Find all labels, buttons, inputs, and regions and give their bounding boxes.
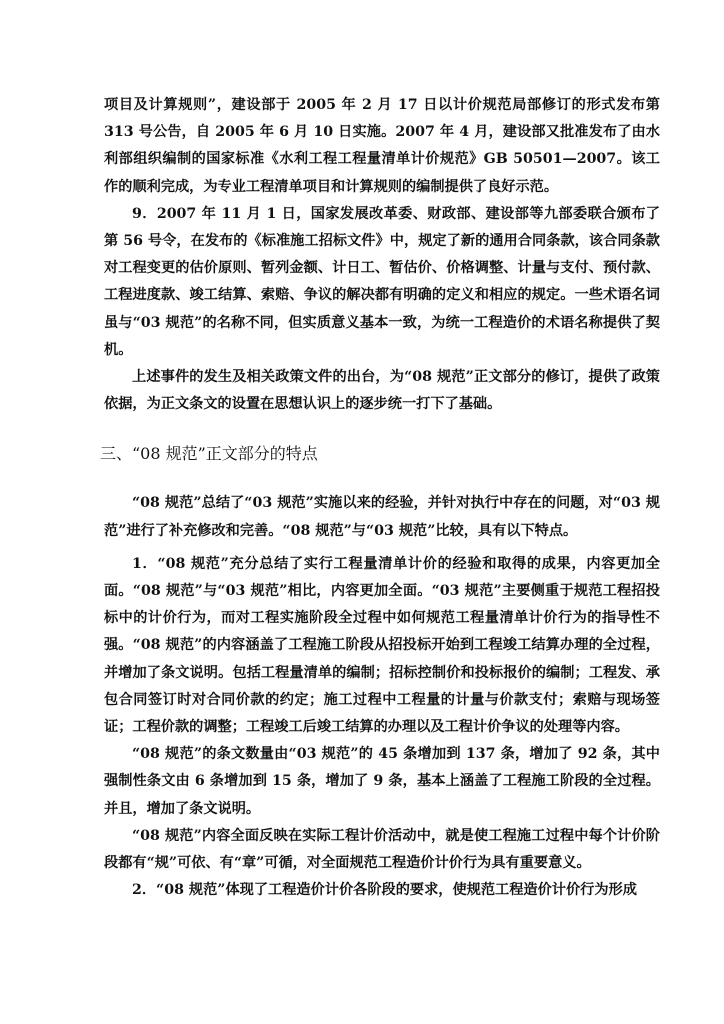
paragraph-summary: 上述事件的发生及相关政策文件的出台，为“08 规范”正文部分的修订，提供了政策依据，为正文条文的设置在思想认识上的逐步统一打下了基础。: [104, 369, 660, 413]
paragraph-item-9: 9．2007 年 11 月 1 日，国家发展改革委、财政部、建设部等九部委联合颁布了第 56 号令，在发布的《标准施工招标文件》中，规定了新的通用合同条款，该合同条款对工程变更的估价原则、暂列金额、计日工、暂估价、价格调整、计量与支付、预付款、工程进度款、竣工结算、索赔、争议的解决都有明确的定义和相应的规定。一些术语名词虽与“03 规范”的名称不同，但实质意义基本一致，为统一工程造价的术语名称提供了契机。: [104, 205, 660, 358]
paragraph-item-1: 1．“08 规范”充分总结了实行工程量清单计价的经验和取得的成果，内容更加全面。“08 规范”与“03 规范”相比，内容更加全面。“03 规范”主要侧重于规范工程招投标中的计价行为，而对工程实施阶段全过程中如何规范工程量清单计价行为的指导性不强。“08 规范”的内容涵盖了工程施工阶段从招投标开始到工程竣工结算办理的全过程，并增加了条文说明。包括工程量清单的编制；招标控制价和投标报价的编制；工程发、承包合同签订时对合同价款的约定；施工过程中工程量的计量与价款支付；索赔与现场签证；工程价款的调整；工程竣工后竣工结算的办理以及工程计价争议的处理等内容。: [104, 555, 660, 736]
paragraph-continuation: 项目及计算规则”，建设部于 2005 年 2 月 17 日以计价规范局部修订的形式发布第 313 号公告，自 2005 年 6 月 10 日实施。2007 年 4 月，建设部又批准发布了由水利部组织编制的国家标准《水利工程工程量清单计价规范》GB 50501—2007。该工作的顺利完成，为专业工程清单项目和计算规则的编制提供了良好示范。: [104, 97, 660, 195]
paragraph-intro: “08 规范”总结了“03 规范”实施以来的经验，并针对执行中存在的问题，对“03 规范”进行了补充修改和完善。“08 规范”与“03 规范”比较，具有以下特点。: [104, 495, 660, 539]
paragraph-significance: “08 规范”内容全面反映在实际工程计价活动中，就是使工程施工过程中每个计价阶段都有“规”可依、有“章”可循，对全面规范工程造价计价行为具有重要意义。: [104, 827, 660, 872]
paragraph-item-2: 2．“08 规范”体现了工程造价计价各阶段的要求，使规范工程造价计价行为形成: [132, 882, 637, 899]
document-body: [100, 92, 660, 904]
section-heading: 三、“08 规范”正文部分的特点: [100, 444, 318, 464]
paragraph-clause-count: “08 规范”的条文数量由“03 规范”的 45 条增加到 137 条，增加了 92 条，其中强制性条文由 6 条增加到 15 条，增加了 9 条，基本上涵盖了工程施工阶段的全过程。并且，增加了条文说明。: [104, 746, 660, 817]
